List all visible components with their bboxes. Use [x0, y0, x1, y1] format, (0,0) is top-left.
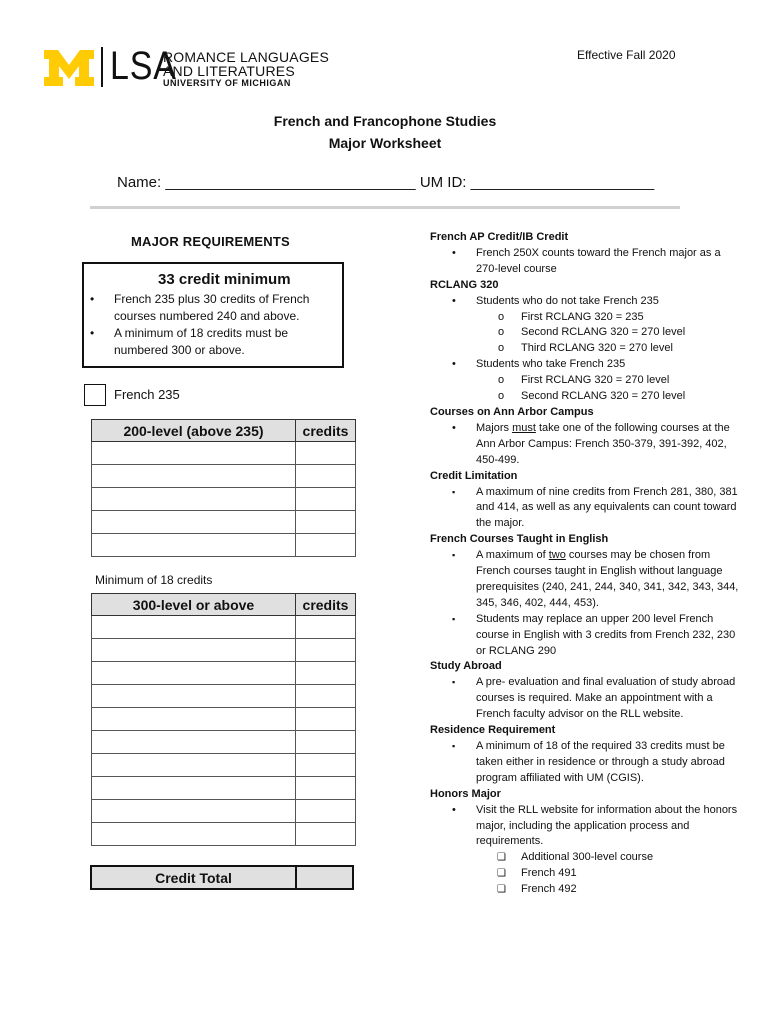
underlined-two: two: [548, 549, 566, 562]
table-row: [92, 708, 356, 731]
table-row: [92, 442, 356, 465]
credits-cell[interactable]: [296, 685, 356, 708]
table-row: [92, 754, 356, 777]
umid-field[interactable]: ______________________: [470, 174, 655, 191]
credit-minimum-title: 33 credit minimum: [158, 271, 291, 288]
course-cell[interactable]: [92, 800, 296, 823]
course-cell[interactable]: [92, 777, 296, 800]
credit-minimum-bullets: [90, 291, 340, 359]
honors-checkbox-item[interactable]: ❏ Additional 300-level course: [430, 850, 740, 866]
list-item: ▪ Students may replace an upper 200 level French course in English with 3 credits from French 232, 230 or RCLANG 290: [430, 612, 740, 660]
campus-heading: Courses on Ann Arbor Campus: [430, 405, 594, 418]
document-title: French and Francophone Studies: [273, 113, 497, 129]
underlined-must: must: [512, 421, 536, 434]
residence-heading: Residence Requirement: [430, 724, 556, 737]
list-item: o Third RCLANG 320 = 270 level: [430, 341, 740, 357]
french235-checkbox[interactable]: [84, 384, 106, 406]
list-item: o First RCLANG 320 = 235: [430, 310, 740, 326]
name-field[interactable]: ______________________________: [165, 174, 416, 191]
course-cell[interactable]: [92, 823, 296, 846]
table-200-credits-header: credits: [296, 420, 356, 442]
rclang-heading: RCLANG 320: [430, 278, 499, 291]
table-row: [92, 511, 356, 534]
effective-date: Effective Fall 2020: [577, 48, 676, 62]
credit-total-table: [90, 865, 354, 890]
list-item: • Students who take French 235: [430, 357, 740, 373]
list-item: o First RCLANG 320 = 270 level: [430, 373, 740, 389]
honors-heading: Honors Major: [430, 787, 501, 800]
credits-cell[interactable]: [296, 442, 356, 465]
umich-block-m-logo: [44, 50, 94, 86]
credits-cell[interactable]: [296, 488, 356, 511]
name-umid-line: [117, 174, 654, 191]
course-cell[interactable]: [92, 754, 296, 777]
list-item: o Second RCLANG 320 = 270 level: [430, 389, 740, 405]
credits-cell[interactable]: [296, 511, 356, 534]
umid-label: UM ID:: [419, 174, 467, 191]
department-line-2: AND LITERATURES: [163, 63, 295, 79]
course-cell[interactable]: [92, 662, 296, 685]
table-row: [92, 800, 356, 823]
department-line-1: ROMANCE LANGUAGES: [163, 49, 329, 65]
course-cell[interactable]: [92, 685, 296, 708]
credit-limitation-heading: Credit Limitation: [430, 469, 518, 482]
list-item: • French 235 plus 30 credits of French courses numbered 240 and above.: [90, 291, 340, 325]
list-item: • French 250X counts toward the French major as a 270-level course: [430, 246, 740, 278]
table-row: [92, 823, 356, 846]
table-row: [92, 534, 356, 557]
course-cell[interactable]: [92, 488, 296, 511]
course-cell[interactable]: [92, 708, 296, 731]
table-row: [92, 685, 356, 708]
list-item: [430, 548, 740, 612]
table-300-header: 300-level or above: [92, 594, 296, 616]
list-item: ▪ A minimum of 18 of the required 33 credits must be taken either in residence or through a study abroad program affiliated with UM (CGIS).: [430, 739, 740, 787]
course-cell[interactable]: [92, 534, 296, 557]
table-200-header: 200-level (above 235): [92, 420, 296, 442]
course-cell[interactable]: [92, 616, 296, 639]
list-item: • Visit the RLL website for information about the honors major, including the application process and requirements.: [430, 803, 740, 851]
credits-cell[interactable]: [296, 662, 356, 685]
table-300-credits-header: credits: [296, 594, 356, 616]
table-row: [92, 616, 356, 639]
course-cell[interactable]: [92, 639, 296, 662]
major-requirements-heading: MAJOR REQUIREMENTS: [131, 234, 290, 249]
study-abroad-heading: Study Abroad: [430, 660, 502, 673]
table-300-level: [91, 593, 356, 846]
credits-cell[interactable]: [296, 616, 356, 639]
course-cell[interactable]: [92, 465, 296, 488]
table-row: [92, 488, 356, 511]
credits-cell[interactable]: [296, 823, 356, 846]
credits-cell[interactable]: [296, 777, 356, 800]
credit-total-value[interactable]: [296, 866, 353, 889]
table-row: [92, 465, 356, 488]
credits-cell[interactable]: [296, 800, 356, 823]
list-item: • A minimum of 18 credits must be numbered 300 or above.: [90, 325, 340, 359]
list-item: • Students who do not take French 235: [430, 294, 740, 310]
credit-total-label: Credit Total: [91, 866, 296, 889]
table-row: [92, 731, 356, 754]
credits-cell[interactable]: [296, 731, 356, 754]
course-cell[interactable]: [92, 442, 296, 465]
credits-cell[interactable]: [296, 534, 356, 557]
text-fragment: courses may be chosen from French courses taught in English without language prerequisites (240, 241, 244, 340, 341, 342, 343, 344, 345, 346, 402, 444, 453).: [476, 549, 739, 609]
lsa-logo-text: LSA: [110, 44, 177, 88]
text-fragment: A maximum of: [476, 549, 549, 562]
table-row: [92, 777, 356, 800]
credits-cell[interactable]: [296, 754, 356, 777]
list-item: ▪ A pre- evaluation and final evaluation of study abroad courses is required. Make an appointment with a French faculty advisor on the RLL website.: [430, 675, 740, 723]
honors-checkbox-item[interactable]: ❏ French 492: [430, 882, 740, 898]
department-name: [163, 50, 329, 78]
course-cell[interactable]: [92, 511, 296, 534]
course-cell[interactable]: [92, 731, 296, 754]
list-item: o Second RCLANG 320 = 270 level: [430, 325, 740, 341]
credits-cell[interactable]: [296, 708, 356, 731]
credits-cell[interactable]: [296, 465, 356, 488]
ap-credit-heading: French AP Credit/IB Credit: [430, 231, 569, 243]
logo-divider: [101, 47, 103, 87]
table-row: [92, 662, 356, 685]
table-row: [92, 639, 356, 662]
university-name: UNIVERSITY OF MICHIGAN: [163, 78, 291, 88]
notes-column: [430, 230, 740, 898]
table-200-level: [91, 419, 356, 557]
document-subtitle: Major Worksheet: [328, 135, 442, 151]
english-courses-heading: French Courses Taught in English: [430, 533, 609, 546]
french235-label: French 235: [114, 387, 180, 402]
header-divider: [90, 206, 680, 209]
credits-cell[interactable]: [296, 639, 356, 662]
name-label: Name:: [117, 174, 162, 191]
minimum-18-credits-note: Minimum of 18 credits: [95, 573, 213, 587]
honors-checkbox-item[interactable]: ❏ French 491: [430, 866, 740, 882]
list-item: ▪ A maximum of nine credits from French 281, 380, 381 and 414, as well as any equivalents can count toward the major.: [430, 485, 740, 533]
list-item: • Majors must take one of the following courses at the Ann Arbor Campus: French 350-379, 391-392, 402, 450-499.: [430, 421, 740, 469]
